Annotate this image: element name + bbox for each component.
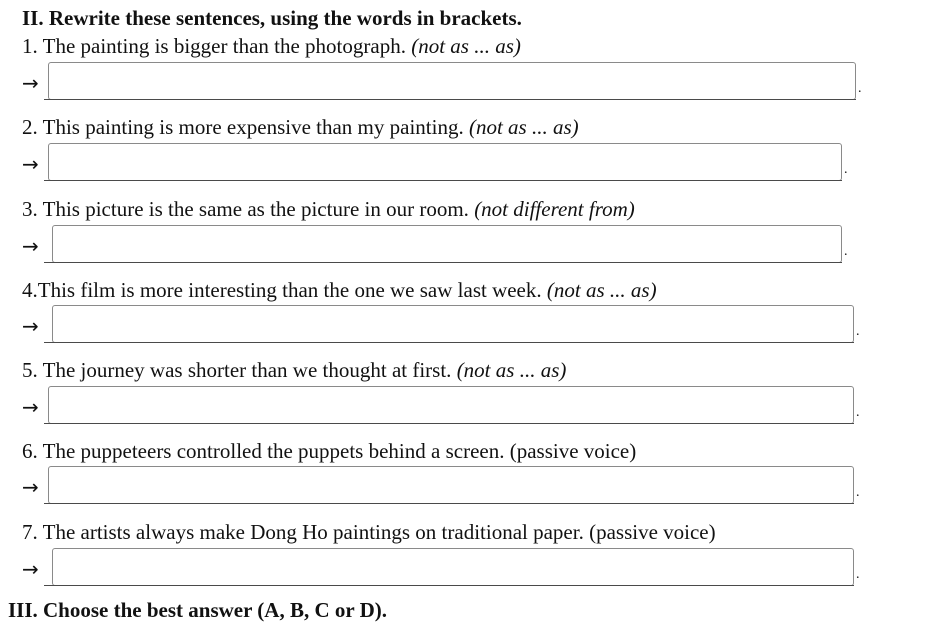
next-section-heading: III. Choose the best answer (A, B, C or D).	[8, 598, 387, 622]
answer-3-input[interactable]	[52, 225, 842, 263]
answer-2-period: .	[844, 162, 848, 177]
question-5-text: 5. The journey was shorter than we thought at first.	[22, 358, 457, 382]
question-7-text: 7. The artists always make Dong Ho paintings on traditional paper. (passive voice)	[22, 520, 716, 544]
answer-5-input[interactable]	[48, 386, 854, 424]
answer-4-input[interactable]	[52, 305, 854, 343]
arrow-icon: →	[22, 152, 39, 176]
answer-6-period: .	[856, 485, 860, 500]
question-5-hint: (not as ... as)	[456, 358, 567, 382]
question-7	[22, 520, 716, 544]
question-2-text: 2. This painting is more expensive than my painting.	[22, 115, 469, 139]
question-3-hint: (not different from)	[474, 197, 635, 221]
question-6-text: 6. The puppeteers controlled the puppets behind a screen. (passive voice)	[22, 439, 637, 463]
answer-7-underline	[44, 585, 854, 586]
question-4-hint: (not as ... as)	[546, 278, 657, 302]
answer-1-period: .	[858, 81, 862, 96]
answer-1-underline	[44, 99, 856, 100]
arrow-icon: →	[22, 314, 39, 338]
answer-6-input[interactable]	[48, 466, 854, 504]
answer-5-period: .	[856, 405, 860, 420]
section-heading: II. Rewrite these sentences, using the words in brackets.	[22, 6, 522, 30]
question-4	[22, 278, 657, 302]
answer-4-period: .	[856, 324, 860, 339]
question-1	[22, 34, 521, 58]
question-5	[22, 358, 566, 382]
answer-2-underline	[44, 180, 842, 181]
answer-5-underline	[44, 423, 854, 424]
arrow-icon: →	[22, 234, 39, 258]
answer-7-period: .	[856, 567, 860, 582]
answer-7-input[interactable]	[52, 548, 854, 586]
question-3-text: 3. This picture is the same as the picture in our room.	[22, 197, 475, 221]
answer-1-input[interactable]	[48, 62, 856, 100]
question-1-hint: (not as ... as)	[411, 34, 521, 58]
answer-6-underline	[44, 503, 854, 504]
question-2-hint: (not as ... as)	[468, 115, 579, 139]
arrow-icon: →	[22, 71, 39, 95]
arrow-icon: →	[22, 557, 39, 581]
answer-3-period: .	[844, 244, 848, 259]
answer-2-input[interactable]	[48, 143, 842, 181]
arrow-icon: →	[22, 395, 39, 419]
question-3	[22, 197, 635, 221]
answer-4-underline	[44, 342, 854, 343]
question-4-text: 4.This film is more interesting than the one we saw last week.	[22, 278, 547, 302]
arrow-icon: →	[22, 475, 39, 499]
answer-3-underline	[44, 262, 842, 263]
question-1-text: 1. The painting is bigger than the photograph.	[22, 34, 412, 58]
question-2	[22, 115, 579, 139]
question-6	[22, 439, 636, 463]
